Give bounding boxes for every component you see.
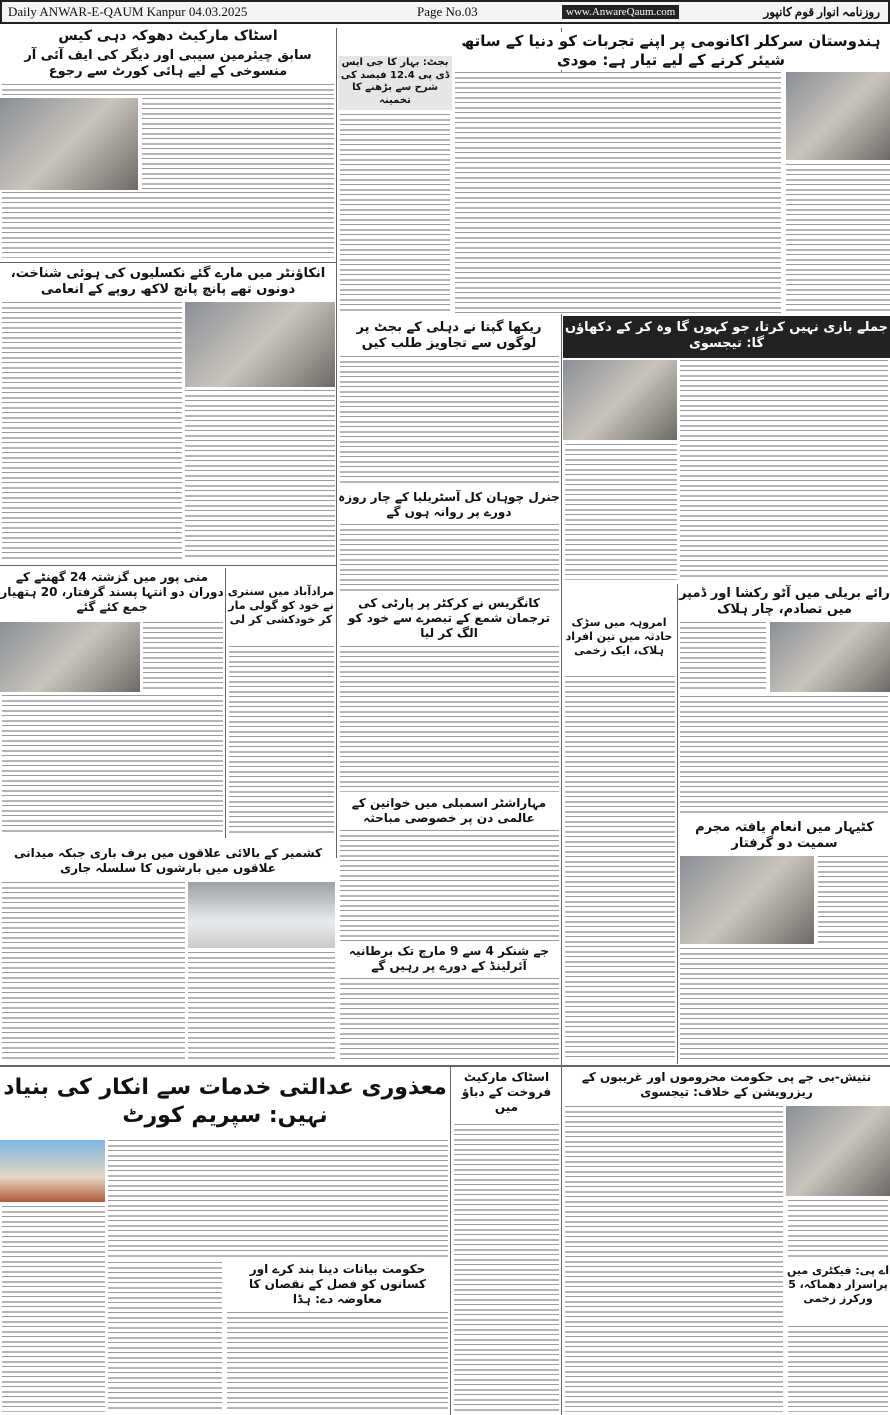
article-body bbox=[108, 1140, 448, 1258]
edition-line: Daily ANWAR-E-QAUM Kanpur 04.03.2025 bbox=[8, 4, 248, 19]
headline-amroha: امروہہ میں سڑک حادثہ میں تین افراد ہلاک، ایک زخمی bbox=[563, 616, 675, 657]
headline-raebareli: رائے بریلی میں آٹو رکشا اور ڈمپر میں تصادم، چار ہلاک bbox=[679, 586, 890, 618]
article-body bbox=[786, 164, 890, 314]
article-body bbox=[340, 356, 559, 486]
article-body bbox=[680, 360, 888, 580]
headline-rekha: ریکھا گپتا نے دہلی کے بجٹ پر لوگوں سے تجاویز طلب کیں bbox=[338, 320, 560, 353]
article-body bbox=[108, 1262, 222, 1412]
article-body bbox=[2, 695, 223, 835]
photo-naxal bbox=[185, 302, 335, 387]
headline-moradabad: مرادآباد میں سنتری نے خود کو گولی مار کر خودکشی کر لی bbox=[227, 585, 335, 626]
photo-tejashwi-2 bbox=[786, 1106, 890, 1196]
article-body bbox=[2, 84, 334, 96]
divider bbox=[0, 565, 336, 566]
article-body bbox=[680, 622, 766, 692]
article-body bbox=[227, 1312, 448, 1412]
article-body bbox=[143, 622, 223, 692]
headline-maharashtra: مہاراشٹر اسمبلی میں خواتین کے عالمی دن پر خصوصی مباحثہ bbox=[338, 796, 560, 826]
article-body bbox=[340, 524, 559, 592]
headline-chauhan: جنرل چوہان کل آسٹریلیا کے چار روزہ دورے پر روانہ ہوں گے bbox=[338, 490, 560, 519]
article-body bbox=[2, 302, 182, 560]
article-body bbox=[565, 676, 675, 1060]
headline-market: اسٹاک مارکیٹ فروخت کے دباؤ میں bbox=[452, 1070, 561, 1115]
divider bbox=[677, 584, 678, 1064]
article-body bbox=[2, 1206, 105, 1412]
divider bbox=[225, 568, 226, 838]
urdu-title: روزنامہ انوار قوم کانپور bbox=[763, 4, 880, 19]
article-body bbox=[2, 882, 185, 1060]
website-link[interactable]: www.AnwareQaum.com bbox=[562, 5, 679, 19]
headline-jaishankar: جے شنکر 4 سے 9 مارچ تک برطانیہ آئرلینڈ کے دورے پر رہیں گے bbox=[338, 944, 560, 974]
headline-katihar: کٹیہار میں انعام یافتہ مجرم سمیت دو گرفتار bbox=[679, 820, 890, 853]
photo-katihar bbox=[680, 856, 814, 944]
divider bbox=[450, 1065, 451, 1415]
article-body bbox=[788, 1326, 888, 1412]
article-body bbox=[185, 390, 335, 560]
article-body bbox=[142, 98, 334, 190]
headline-modi: ہندوستان سرکلر اکانومی پر اپنے تجربات کو دنیا کے ساتھ شیئر کرنے کے لیے تیار ہے: مودی bbox=[452, 32, 890, 70]
article-body bbox=[565, 1106, 783, 1412]
headline-stock-kicker: اسٹاک مارکیٹ دھوکہ دہی کیس bbox=[0, 28, 336, 46]
divider bbox=[0, 262, 336, 263]
headline-ap: اے پی: فیکٹری میں پراسرار دھماکہ، 5 ورکرز زخمی bbox=[786, 1264, 890, 1305]
headline-manipur: منی پور میں گزشتہ 24 گھنٹے کے دوران دو انتہا پسند گرفتار، 20 ہتھیار جمع کئے گئے bbox=[0, 570, 224, 614]
photo-manipur bbox=[0, 622, 140, 692]
headline-nitish: نتیش-بی جے پی حکومت محروموں اور غریبوں کے ریزرویشن کے خلاف: تیجسوی bbox=[563, 1070, 890, 1100]
headline-kashmir: کشمیر کے بالائی علاقوں میں برف باری جبکہ میدانی علاقوں میں بارشوں کا سلسلہ جاری bbox=[0, 846, 336, 876]
article-body bbox=[188, 952, 335, 1060]
article-body bbox=[2, 192, 334, 258]
headline-naxal: انکاؤنٹر میں مارے گئے نکسلیوں کی ہوئی شناخت، دونوں تھے پانچ پانچ لاکھ روپے کے انعامی bbox=[0, 266, 336, 299]
headline-stock: سابق چیئرمین سیبی اور دیگر کی ایف آئی آر منسوخی کے لیے ہائی کورٹ سے رجوع bbox=[0, 48, 336, 81]
headline-bihar: بجٹ: بہار کا جی ایس ڈی پی 12.4 فیصد کی شرح سے بڑھنے کا تخمینہ bbox=[338, 57, 452, 107]
photo-kashmir bbox=[188, 882, 335, 948]
photo-tejashwi bbox=[563, 360, 677, 440]
photo-raebareli bbox=[770, 622, 890, 692]
article-body bbox=[340, 646, 559, 792]
article-body bbox=[340, 114, 450, 314]
article-body bbox=[340, 978, 559, 1062]
divider bbox=[0, 1065, 890, 1067]
photo-modi bbox=[786, 72, 890, 160]
article-body bbox=[229, 646, 334, 835]
article-body bbox=[340, 830, 559, 942]
headline-supreme: معذوری عدالتی خدمات سے انکار کی بنیاد نہیں: سپریم کورٹ bbox=[0, 1074, 450, 1129]
divider bbox=[336, 28, 337, 858]
headline-hooda: حکومت بیانات دینا بند کرے اور کسانوں کو فصل کے نقصان کا معاوضہ دے: ہڈا bbox=[225, 1262, 450, 1307]
headline-tejashwi: جملے بازی نہیں کرتا، جو کہوں گا وہ کر کے دکھاؤں گا: تیجسوی bbox=[564, 320, 889, 352]
photo-sebi bbox=[0, 98, 138, 190]
headline-congress: کانگریس نے کرکٹر پر پارٹی کی ترجمان شمع کے تبصرے سے خود کو الگ کر لیا bbox=[338, 596, 560, 641]
page-number: Page No.03 bbox=[417, 4, 478, 19]
article-body bbox=[818, 856, 888, 944]
article-body bbox=[788, 1200, 888, 1260]
article-body bbox=[680, 696, 888, 816]
photo-supreme-court bbox=[0, 1140, 105, 1202]
article-body bbox=[680, 948, 888, 1060]
article-body bbox=[455, 72, 781, 314]
article-body bbox=[565, 444, 677, 580]
masthead bbox=[0, 0, 890, 24]
article-body bbox=[454, 1124, 559, 1412]
